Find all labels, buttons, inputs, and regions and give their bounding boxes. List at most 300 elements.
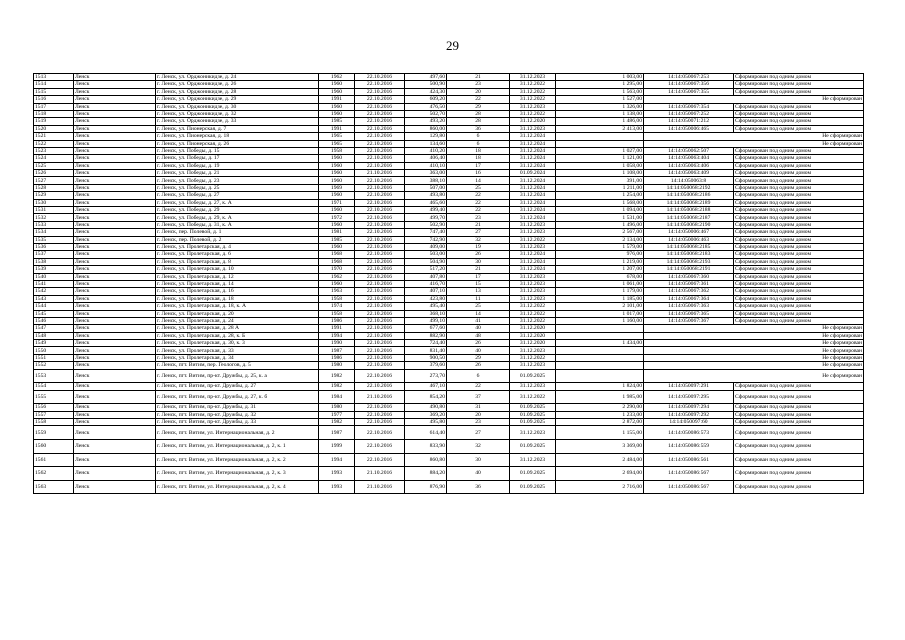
cell-municipality: Ленск — [74, 273, 156, 280]
cell-residents: 17 — [447, 273, 510, 280]
cell-cadastral-number: 14:14:050068:2191 — [644, 266, 734, 273]
cell-municipality: Ленск — [74, 184, 156, 191]
cell-date: 22.10.2016 — [355, 177, 405, 184]
table-row — [34, 229, 864, 236]
cell-land-status: Сформирован под одним домом — [734, 288, 864, 295]
cell-date: 22.10.2016 — [355, 347, 405, 354]
cell-deadline: 31.12.2024 — [510, 199, 556, 206]
cell-date: 22.10.2016 — [355, 74, 405, 81]
cell-date: 22.10.2016 — [355, 418, 405, 425]
cell-municipality: Ленск — [74, 243, 156, 250]
cell-land-area — [556, 362, 644, 369]
cell-area: 465,60 — [405, 199, 447, 206]
cell-land-status: Не сформирован — [644, 140, 864, 147]
table-row — [34, 411, 864, 418]
cell-date: 22.10.2016 — [355, 96, 405, 103]
cell-land-area — [556, 369, 644, 383]
cell-residents: 29 — [447, 103, 510, 110]
cell-land-area: 1 211,00 — [556, 184, 644, 191]
cell-deadline: 31.12.2020 — [510, 118, 556, 125]
cell-deadline: 31.12.2024 — [510, 192, 556, 199]
cell-date: 22.10.2016 — [355, 147, 405, 154]
cell-date: 22.10.2016 — [355, 317, 405, 324]
cell-land-status: Сформирован под одним домом — [734, 295, 864, 302]
cell-municipality: Ленск — [74, 480, 156, 494]
cell-deadline: 01.09.2025 — [510, 411, 556, 418]
cell-address: г. Ленск, ул. Орджоникидзе, д. 32 — [156, 110, 319, 117]
cell-land-area: 678,00 — [556, 273, 644, 280]
cell-address: г. Ленск, пгт. Витим, ул. Интернациональная, д. 2, к. 4 — [156, 480, 319, 494]
cell-municipality: Ленск — [74, 251, 156, 258]
table-row — [34, 362, 864, 369]
cell-cadastral-number: 14:14:050097:292 — [644, 411, 734, 418]
cell-land-status: Сформирован под одним домом — [734, 184, 864, 191]
cell-build-year: 1987 — [319, 347, 355, 354]
cell-area: 499,10 — [405, 317, 447, 324]
cell-area: 884,20 — [405, 467, 447, 481]
cell-deadline: 31.12.2024 — [510, 147, 556, 154]
cell-address: г. Ленск, пгт. Витим, пр-кт. Дружбы, д. 32 — [156, 411, 319, 418]
cell-area: 499,70 — [405, 214, 447, 221]
cell-municipality: Ленск — [74, 155, 156, 162]
cell-deadline: 31.12.2024 — [510, 258, 556, 265]
cell-municipality: Ленск — [74, 81, 156, 88]
cell-land-area: 1 179,00 — [556, 288, 644, 295]
cell-municipality: Ленск — [74, 266, 156, 273]
cell-date: 22.10.2016 — [355, 369, 405, 383]
cell-date: 22.10.2016 — [355, 288, 405, 295]
cell-land-area: 1 160,00 — [556, 317, 644, 324]
cell-land-area: 1 486,00 — [556, 118, 644, 125]
cell-cadastral-number: 14:14:050068:2189 — [644, 199, 734, 206]
cell-municipality: Ленск — [74, 177, 156, 184]
cell-cadastral-number: 14:14:050063:8 — [644, 177, 734, 184]
cell-municipality: Ленск — [74, 88, 156, 95]
cell-row-number: 1560 — [34, 439, 74, 453]
cell-build-year: 1960 — [319, 170, 355, 177]
cell-land-status: Сформирован под одним домом — [734, 162, 864, 169]
table-row — [34, 184, 864, 191]
cell-cadastral-number: 14:14:050062:507 — [644, 147, 734, 154]
cell-land-area: 1 295,00 — [556, 81, 644, 88]
cell-deadline: 31.12.2024 — [510, 207, 556, 214]
cell-residents: 41 — [447, 317, 510, 324]
cell-land-status: Сформирован под одним домом — [734, 439, 864, 453]
table-row — [34, 118, 864, 125]
cell-row-number: 1529 — [34, 192, 74, 199]
cell-area: 500,90 — [405, 81, 447, 88]
cell-address: г. Ленск, ул. Пролетарская, д. 20 — [156, 310, 319, 317]
table-row — [34, 74, 864, 81]
cell-build-year: 1960 — [319, 177, 355, 184]
cell-address: г. Ленск, ул. Пролетарская, д. 34 — [156, 354, 319, 361]
cell-address: г. Ленск, ул. Победы, д. 19 — [156, 162, 319, 169]
cell-land-status: Сформирован под одним домом — [734, 383, 864, 390]
cell-land-status: Сформирован под одним домом — [734, 170, 864, 177]
cell-build-year: 1960 — [319, 162, 355, 169]
cell-deadline: 31.12.2023 — [510, 280, 556, 287]
cell-residents: 23 — [447, 214, 510, 221]
cell-area: 407,10 — [405, 288, 447, 295]
cell-municipality: Ленск — [74, 207, 156, 214]
cell-municipality: Ленск — [74, 103, 156, 110]
cell-build-year: 1980 — [319, 404, 355, 411]
cell-date: 22.10.2016 — [355, 140, 405, 147]
table-row — [34, 170, 864, 177]
cell-land-status: Сформирован под одним домом — [734, 207, 864, 214]
cell-date: 22.10.2016 — [355, 426, 405, 440]
table-row — [34, 317, 864, 324]
cell-row-number: 1520 — [34, 125, 74, 132]
cell-municipality: Ленск — [74, 199, 156, 206]
cell-land-status: Сформирован под одним домом — [734, 177, 864, 184]
cell-deadline: 31.12.2023 — [510, 229, 556, 236]
cell-land-status: Не сформирован — [644, 369, 864, 383]
cell-area: 854,20 — [405, 390, 447, 404]
cell-municipality: Ленск — [74, 140, 156, 147]
cell-residents: 14 — [447, 177, 510, 184]
cell-residents: 6 — [447, 369, 510, 383]
cell-deadline: 31.12.2024 — [510, 140, 556, 147]
cell-address: г. Ленск, ул. Пролетарская, д. 4 — [156, 243, 319, 250]
cell-area: 410,20 — [405, 147, 447, 154]
cell-deadline: 31.12.2024 — [510, 177, 556, 184]
cell-row-number: 1533 — [34, 221, 74, 228]
cell-municipality: Ленск — [74, 418, 156, 425]
cell-residents: 14 — [447, 310, 510, 317]
cell-date: 22.10.2016 — [355, 103, 405, 110]
cell-residents: 22 — [447, 207, 510, 214]
cell-row-number: 1537 — [34, 251, 74, 258]
table-row — [34, 288, 864, 295]
cell-date: 21.10.2016 — [355, 390, 405, 404]
cell-land-area: 391,00 — [556, 177, 644, 184]
cell-date: 22.10.2016 — [355, 332, 405, 339]
cell-date: 22.10.2016 — [355, 266, 405, 273]
cell-address: г. Ленск, ул. Победы, д. 29, к. А — [156, 214, 319, 221]
cell-row-number: 1513 — [34, 74, 74, 81]
cell-residents: 31 — [447, 404, 510, 411]
cell-address: г. Ленск, ул. Пролетарская, д. 28, к. Б — [156, 332, 319, 339]
cell-row-number: 1549 — [34, 340, 74, 347]
cell-build-year: 1958 — [319, 310, 355, 317]
cell-deadline: 31.12.2023 — [510, 347, 556, 354]
cell-row-number: 1562 — [34, 467, 74, 481]
cell-deadline: 31.12.2023 — [510, 288, 556, 295]
housing-register-table — [33, 73, 864, 494]
cell-address: г. Ленск, ул. Пионерская, д. 7 — [156, 125, 319, 132]
table-row — [34, 199, 864, 206]
cell-build-year: 1991 — [319, 125, 355, 132]
cell-area: 724,40 — [405, 340, 447, 347]
cell-address: г. Ленск, пгт. Витим, пр-кт. Дружбы, д. 31 — [156, 404, 319, 411]
cell-date: 22.10.2016 — [355, 295, 405, 302]
cell-deadline: 31.12.2023 — [510, 383, 556, 390]
table-row — [34, 354, 864, 361]
cell-address: г. Ленск, ул. Орджоникидзе, д. 28 — [156, 88, 319, 95]
cell-municipality: Ленск — [74, 236, 156, 243]
table-row — [34, 155, 864, 162]
cell-date: 22.10.2016 — [355, 133, 405, 140]
cell-deadline: 01.09.2025 — [510, 369, 556, 383]
cell-address: г. Ленск, ул. Пролетарская, д. 33 — [156, 347, 319, 354]
cell-residents: 40 — [447, 325, 510, 332]
cell-date: 22.10.2016 — [355, 199, 405, 206]
table-row — [34, 369, 864, 383]
table-row — [34, 88, 864, 95]
cell-deadline: 01.09.2025 — [510, 439, 556, 453]
cell-residents: 30 — [447, 453, 510, 467]
cell-cadastral-number: 14:14:050068:2190 — [644, 221, 734, 228]
cell-address: г. Ленск, ул. Победы, д. 31, к. А — [156, 221, 319, 228]
cell-row-number: 1527 — [34, 177, 74, 184]
cell-area: 876,90 — [405, 480, 447, 494]
cell-build-year: 1971 — [319, 199, 355, 206]
cell-land-area: 1 058,00 — [556, 162, 644, 169]
table-row — [34, 453, 864, 467]
cell-date: 21.10.2016 — [355, 480, 405, 494]
cell-address: г. Ленск, ул. Победы, д. 17 — [156, 155, 319, 162]
cell-address: г. Ленск, ул. Победы, д. 29 — [156, 207, 319, 214]
table-row — [34, 295, 864, 302]
cell-date: 22.10.2016 — [355, 439, 405, 453]
cell-residents: 36 — [447, 480, 510, 494]
cell-cadastral-number: 14:14:050068:2192 — [644, 184, 734, 191]
cell-build-year: 1969 — [319, 184, 355, 191]
cell-cadastral-number: 14:14:050067:361 — [644, 280, 734, 287]
cell-build-year: 1977 — [319, 411, 355, 418]
cell-land-area: 1 061,00 — [556, 280, 644, 287]
cell-land-area: 1 027,00 — [556, 147, 644, 154]
cell-build-year: 1981 — [319, 229, 355, 236]
table-row — [34, 426, 864, 440]
cell-municipality: Ленск — [74, 288, 156, 295]
cell-land-status: Сформирован под одним домом — [734, 110, 864, 117]
cell-build-year: 1965 — [319, 140, 355, 147]
cell-cadastral-number: 14:14:050086:567 — [644, 467, 734, 481]
cell-deadline: 31.12.2023 — [510, 453, 556, 467]
cell-land-area — [556, 332, 644, 339]
cell-area: 609,20 — [405, 96, 447, 103]
cell-build-year: 1960 — [319, 88, 355, 95]
cell-deadline: 31.12.2023 — [510, 273, 556, 280]
table-row — [34, 243, 864, 250]
cell-residents: 27 — [447, 426, 510, 440]
cell-cadastral-number: 14:14:050006:465 — [644, 125, 734, 132]
cell-address: г. Ленск, пгт. Витим, ул. Интернациональная, д. 2, к. 3 — [156, 467, 319, 481]
cell-row-number: 1517 — [34, 103, 74, 110]
cell-residents: 48 — [447, 332, 510, 339]
cell-deadline: 31.12.2020 — [510, 340, 556, 347]
cell-residents: 20 — [447, 411, 510, 418]
cell-land-area: 1 185,00 — [556, 295, 644, 302]
cell-build-year: 1960 — [319, 280, 355, 287]
cell-land-area: 1 219,00 — [556, 258, 644, 265]
cell-area: 742,90 — [405, 236, 447, 243]
cell-residents: 21 — [447, 74, 510, 81]
cell-build-year: 1963 — [319, 288, 355, 295]
cell-date: 22.10.2016 — [355, 236, 405, 243]
cell-build-year: 1968 — [319, 251, 355, 258]
cell-land-area: 1 434,00 — [556, 340, 644, 347]
table-row — [34, 467, 864, 481]
cell-area: 900,50 — [405, 354, 447, 361]
cell-row-number: 1538 — [34, 258, 74, 265]
cell-land-status: Сформирован под одним домом — [734, 192, 864, 199]
cell-residents: 26 — [447, 340, 510, 347]
cell-deadline: 01.09.2025 — [510, 418, 556, 425]
cell-row-number: 1554 — [34, 383, 74, 390]
cell-date: 21.10.2016 — [355, 467, 405, 481]
cell-deadline: 31.12.2024 — [510, 162, 556, 169]
cell-address: г. Ленск, ул. Победы, д. 27 — [156, 192, 319, 199]
cell-date: 22.10.2016 — [355, 214, 405, 221]
cell-build-year: 1958 — [319, 147, 355, 154]
cell-build-year: 1958 — [319, 295, 355, 302]
cell-land-status: Сформирован под одним домом — [734, 147, 864, 154]
cell-address: г. Ленск, ул. Пионерская, д. 26 — [156, 140, 319, 147]
cell-land-status: Сформирован под одним домом — [734, 103, 864, 110]
cell-land-area: 2 484,00 — [556, 453, 644, 467]
cell-area: 409,00 — [405, 243, 447, 250]
cell-area: 406,40 — [405, 155, 447, 162]
cell-address: г. Ленск, ул. Пролетарская, д. 14 — [156, 280, 319, 287]
cell-address: г. Ленск, ул. Пролетарская, д. 18 — [156, 295, 319, 302]
cell-cadastral-number: 14:14:050086:573 — [644, 426, 734, 440]
cell-deadline: 31.12.2022 — [510, 390, 556, 404]
cell-area: 499,40 — [405, 207, 447, 214]
cell-land-area: 976,00 — [556, 251, 644, 258]
cell-address: г. Ленск, ул. Орджоникидзе, д. 26 — [156, 81, 319, 88]
cell-land-status: Сформирован под одним домом — [734, 310, 864, 317]
cell-address: г. Ленск, ул. Пролетарская, д. 8 — [156, 258, 319, 265]
cell-row-number: 1521 — [34, 133, 74, 140]
cell-build-year: 1980 — [319, 362, 355, 369]
cell-cadastral-number: 14:14:050067:367 — [644, 317, 734, 324]
cell-row-number: 1515 — [34, 88, 74, 95]
cell-cadastral-number: 14:14:050067:253 — [644, 74, 734, 81]
cell-build-year: 1987 — [319, 426, 355, 440]
cell-address: г. Ленск, ул. Пролетарская, д. 18, к. А — [156, 303, 319, 310]
cell-address: г. Ленск, ул. Орджоникидзе, д. 30 — [156, 103, 319, 110]
cell-date: 22.10.2016 — [355, 88, 405, 95]
cell-row-number: 1540 — [34, 273, 74, 280]
cell-date: 22.10.2016 — [355, 81, 405, 88]
cell-area: 497,60 — [405, 74, 447, 81]
cell-land-status: Сформирован под одним домом — [734, 418, 864, 425]
cell-area: 517,20 — [405, 266, 447, 273]
cell-date: 22.10.2016 — [355, 207, 405, 214]
cell-municipality: Ленск — [74, 280, 156, 287]
cell-residents: 23 — [447, 81, 510, 88]
cell-municipality: Ленск — [74, 258, 156, 265]
cell-row-number: 1543 — [34, 295, 74, 302]
cell-row-number: 1555 — [34, 390, 74, 404]
cell-row-number: 1534 — [34, 229, 74, 236]
cell-build-year: 1974 — [319, 303, 355, 310]
cell-build-year: 1999 — [319, 439, 355, 453]
cell-land-status: Сформирован под одним домом — [734, 480, 864, 494]
cell-build-year: 1990 — [319, 340, 355, 347]
cell-land-status: Сформирован под одним домом — [734, 229, 864, 236]
cell-deadline: 31.12.2022 — [510, 310, 556, 317]
cell-cadastral-number: 14:14:050068:2183 — [644, 251, 734, 258]
cell-residents: 28 — [447, 118, 510, 125]
cell-address: г. Ленск, ул. Победы, д. 27, к. А — [156, 199, 319, 206]
cell-land-status: Сформирован под одним домом — [734, 88, 864, 95]
cell-municipality: Ленск — [74, 390, 156, 404]
cell-land-status: Сформирован под одним домом — [734, 317, 864, 324]
cell-land-status: Сформирован под одним домом — [734, 214, 864, 221]
cell-municipality: Ленск — [74, 340, 156, 347]
cell-build-year: 1985 — [319, 118, 355, 125]
cell-residents: 40 — [447, 347, 510, 354]
cell-row-number: 1523 — [34, 147, 74, 154]
cell-address: г. Ленск, ул. Пролетарская, д. 6 — [156, 251, 319, 258]
cell-build-year: 1960 — [319, 221, 355, 228]
cell-land-area: 2 134,00 — [556, 236, 644, 243]
cell-date: 22.10.2016 — [355, 383, 405, 390]
cell-row-number: 1519 — [34, 118, 74, 125]
cell-municipality: Ленск — [74, 96, 156, 103]
cell-row-number: 1558 — [34, 418, 74, 425]
table-row — [34, 103, 864, 110]
cell-date: 22.10.2016 — [355, 251, 405, 258]
cell-residents: 26 — [447, 362, 510, 369]
cell-build-year: 1960 — [319, 207, 355, 214]
cell-land-area: 2 716,00 — [556, 480, 644, 494]
table-row — [34, 273, 864, 280]
cell-date: 22.10.2016 — [355, 310, 405, 317]
cell-cadastral-number: 14:14:050067:354 — [644, 103, 734, 110]
cell-area: 860,00 — [405, 125, 447, 132]
cell-address: г. Ленск, ул. Орджоникидзе, д. 33 — [156, 118, 319, 125]
cell-date: 22.10.2016 — [355, 243, 405, 250]
cell-build-year: 1993 — [319, 480, 355, 494]
table-row — [34, 140, 864, 147]
cell-municipality: Ленск — [74, 162, 156, 169]
cell-area: 831,40 — [405, 347, 447, 354]
cell-row-number: 1545 — [34, 310, 74, 317]
cell-date: 22.10.2016 — [355, 229, 405, 236]
cell-date: 22.10.2016 — [355, 184, 405, 191]
cell-municipality: Ленск — [74, 439, 156, 453]
table-row — [34, 96, 864, 103]
table-row — [34, 192, 864, 199]
table-row — [34, 383, 864, 390]
cell-residents: 20 — [447, 88, 510, 95]
table-row — [34, 340, 864, 347]
cell-date: 22.10.2016 — [355, 354, 405, 361]
cell-land-status: Сформирован под одним домом — [734, 390, 864, 404]
cell-date: 22.10.2016 — [355, 325, 405, 332]
cell-residents: 25 — [447, 303, 510, 310]
cell-residents: 28 — [447, 110, 510, 117]
table-row — [34, 162, 864, 169]
cell-build-year: 1993 — [319, 467, 355, 481]
cell-area: 369,20 — [405, 411, 447, 418]
cell-build-year: 1986 — [319, 354, 355, 361]
cell-municipality: Ленск — [74, 332, 156, 339]
cell-deadline: 31.12.2024 — [510, 133, 556, 140]
cell-area: 467,10 — [405, 383, 447, 390]
cell-area: 379,60 — [405, 362, 447, 369]
cell-deadline: 31.12.2022 — [510, 88, 556, 95]
cell-land-status: Сформирован под одним домом — [734, 280, 864, 287]
cell-cadastral-number: 14:14:050068:2188 — [644, 207, 734, 214]
cell-land-area — [556, 325, 644, 332]
cell-residents: 18 — [447, 155, 510, 162]
